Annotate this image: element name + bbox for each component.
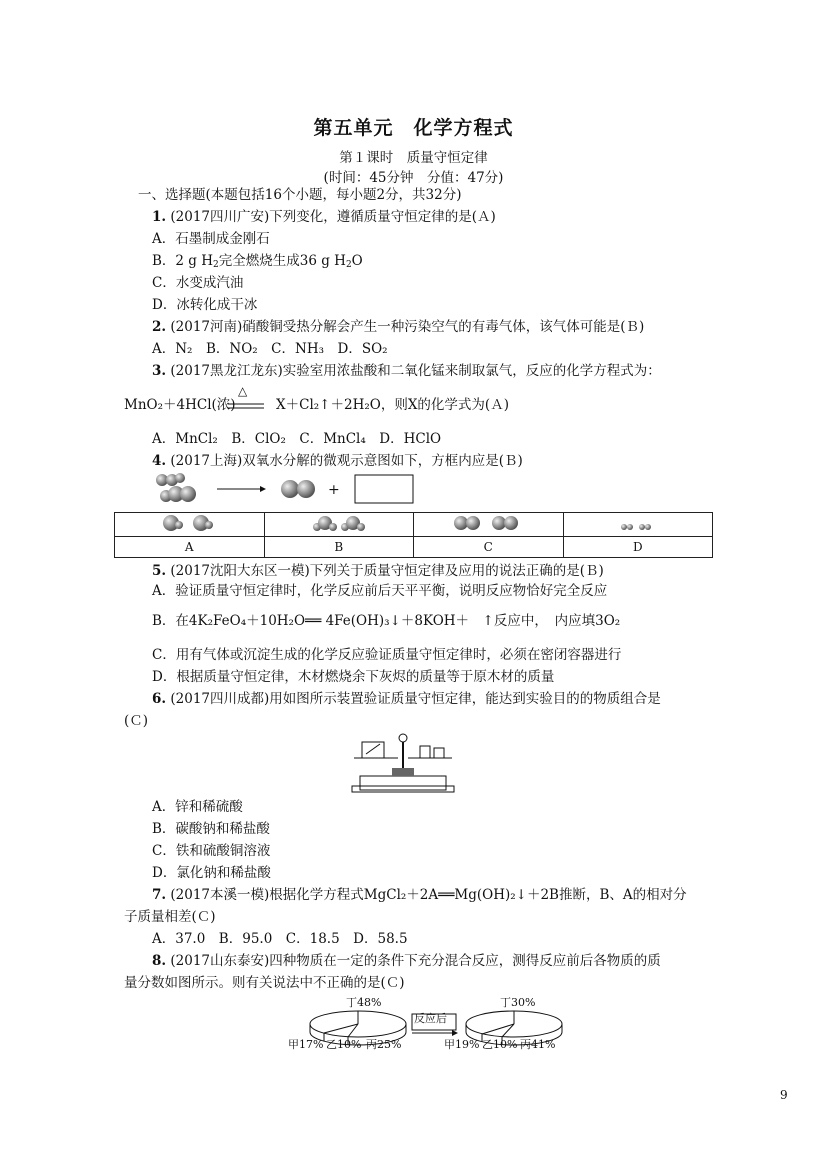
molecule-icon [453, 513, 523, 533]
q5-option-a: A．验证质量守恒定律时，化学反应前后天平平衡，说明反应物恰好完全反应 [152, 583, 608, 599]
question-2: 2. (2017河南)硝酸铜受热分解会产生一种污染空气的有毒气体，该气体可能是(Ｂ) [152, 319, 645, 335]
option-c-image [414, 513, 564, 537]
molecule-icon [618, 513, 658, 533]
option-b: B．2 g $H_2$完全燃烧生成36 g $H_2O$ [152, 253, 363, 270]
section-heading: 一、选择题(本题包括16个小题，每小题2分，共32分) [138, 187, 462, 203]
option-d: D．冰转化成干冰 [152, 297, 258, 313]
after-bing-label: 丙41% [520, 1038, 556, 1051]
option-c: C．水变成汽油 [152, 275, 244, 291]
balance-scale-figure [348, 728, 458, 794]
question-6: 6. (2017四川成都)用如图所示装置验证质量守恒定律，能达到实验目的的物质组合是 [152, 691, 661, 707]
question-stem: (2017四川广安)下列变化，遵循质量守恒定律的是(Ａ) [170, 209, 496, 225]
col-label-a: A [115, 537, 265, 558]
question-7: 7. (2017本溪一模)根据化学方程式MgCl₂＋2A══Mg(OH)₂↓＋2B推断，B、A的相对分 [152, 887, 687, 903]
q5-option-b: B．在4K₂FeO₄＋10H₂O══ 4Fe(OH)₃↓＋8KOH＋ ↑反应中， 内应填3O₂ [152, 613, 621, 629]
col-label-c: C [414, 537, 564, 558]
question-number: 1. [152, 209, 167, 225]
q7-stem-cont: 子质量相差(Ｃ) [124, 909, 216, 925]
svg-text:+: + [328, 482, 340, 498]
option-a: A．石墨制成金刚石 [152, 231, 270, 247]
question-8: 8. (2017山东泰安)四种物质在一定的条件下充分混合反应，测得反应前后各物质的质 [152, 953, 661, 969]
q6-option-a: A．锌和稀硫酸 [152, 799, 243, 815]
option-d-image [563, 513, 713, 537]
molecule-icon [159, 513, 219, 533]
question-4: 4. (2017上海)双氧水分解的微观示意图如下，方框内应是(Ｂ) [152, 453, 523, 469]
arrow-label: 反应后 [414, 1012, 447, 1025]
q4-options-table [114, 512, 713, 558]
question-5: 5. (2017沈阳大东区一模)下列关于质量守恒定律及应用的说法正确的是(Ｂ) [152, 563, 604, 579]
q6-option-c: C．铁和硫酸铜溶液 [152, 843, 271, 859]
equation-double-line [228, 402, 264, 410]
q6-answer: (Ｃ) [124, 713, 149, 729]
before-yi-label: 乙10% [326, 1038, 362, 1051]
option-a-image [115, 513, 265, 537]
q3-equation-right: X＋Cl₂↑＋2H₂O，则X的化学式为(Ａ) [276, 397, 509, 413]
col-label-d: D [563, 537, 713, 558]
molecule-icon [309, 513, 369, 533]
q3-options: A．MnCl₂ B．ClO₂ C．MnCl₄ D．HClO [152, 431, 442, 447]
heat-symbol: △ [238, 384, 248, 398]
reaction-diagram [152, 472, 442, 508]
before-ding-label: 丁48% [346, 996, 382, 1009]
q2-options: A．N₂ B．NO₂ C．NH₃ D．SO₂ [152, 341, 388, 357]
col-label-b: B [264, 537, 414, 558]
lesson-title: 第１课时 质量守恒定律 [339, 150, 488, 166]
q7-options: A．37.0 B．95.0 C．18.5 D．58.5 [152, 931, 408, 947]
q6-option-d: D．氯化钠和稀盐酸 [152, 865, 271, 881]
after-ding-label: 丁30% [500, 996, 536, 1009]
time-score: (时间：45分钟 分值：47分) [323, 170, 504, 186]
question-3: 3. (2017黑龙江龙东)实验室用浓盐酸和二氧化锰来制取氯气，反应的化学方程式为： [152, 363, 661, 379]
q5-option-d: D．根据质量守恒定律，木材燃烧余下灰烬的质量等于原木材的质量 [152, 669, 555, 685]
question-1 [152, 208, 496, 226]
q3-equation-left: MnO₂＋4HCl(浓) [124, 397, 236, 413]
option-b-image [264, 513, 414, 537]
q5-option-c: C．用有气体或沉淀生成的化学反应验证质量守恒定律时，必须在密闭容器进行 [152, 647, 622, 663]
before-bing-label: 丙25% [366, 1038, 402, 1051]
unit-title: 第五单元 化学方程式 [313, 117, 514, 139]
before-jia-label: 甲17% [288, 1038, 324, 1051]
q6-option-b: B．碳酸钠和稀盐酸 [152, 821, 270, 837]
after-yi-label: 乙10% [482, 1038, 518, 1051]
q8-stem-cont: 量分数如图所示。则有关说法中不正确的是(Ｃ) [124, 975, 405, 991]
page-number: 9 [780, 1088, 788, 1102]
after-jia-label: 甲19% [444, 1038, 480, 1051]
